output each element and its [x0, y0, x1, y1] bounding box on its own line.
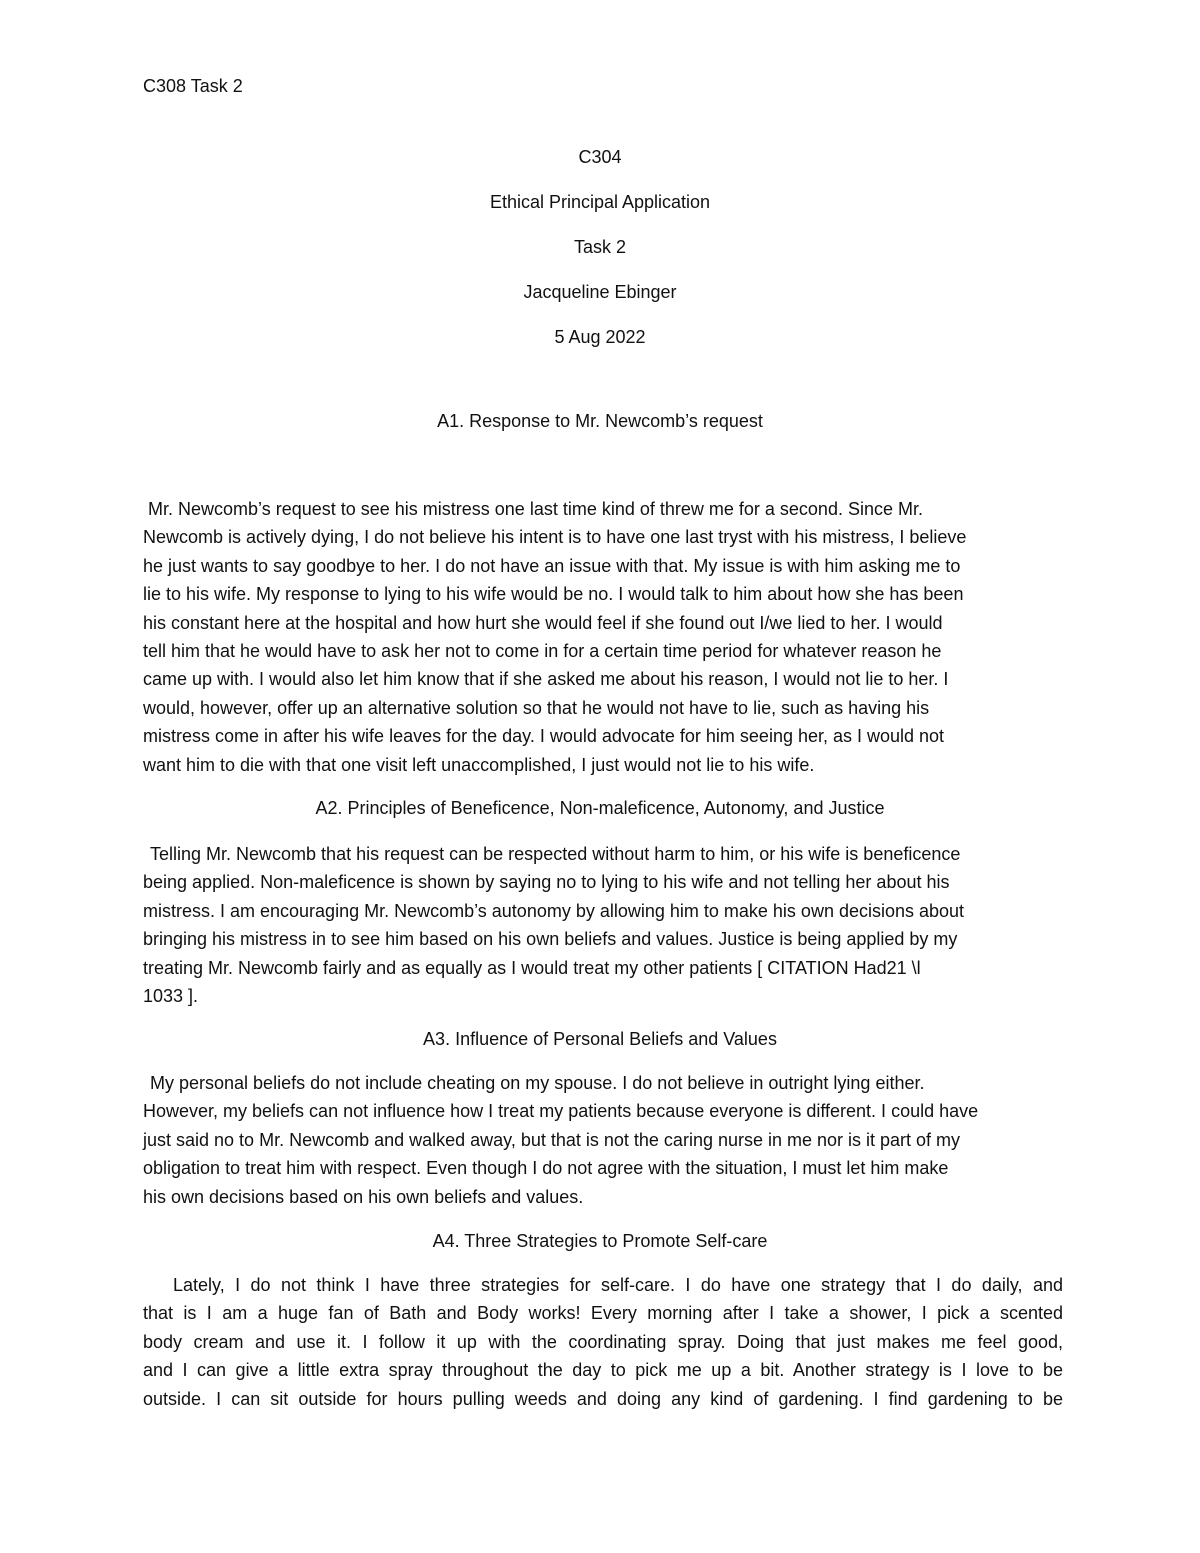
paragraph-a4 — [143, 1271, 1063, 1413]
paragraph-line: mistress. I am encouraging Mr. Newcomb’s autonomy by allowing him to make his own decisions about — [143, 900, 965, 921]
paragraph-line: obligation to treat him with respect. Even though I do not agree with the situation, I must let him make — [143, 1158, 949, 1179]
section-heading-a2: A2. Principles of Beneficence, Non-maleficence, Autonomy, and Justice — [315, 798, 885, 818]
section-heading-a4: A4. Three Strategies to Promote Self-care — [432, 1231, 768, 1251]
title-block — [0, 144, 1200, 369]
paragraph-line: My personal beliefs do not include cheating on my spouse. I do not believe in outright lying either. — [150, 1073, 925, 1093]
paragraph-line: he just wants to say goodbye to her. I do not have an issue with that. My issue is with him asking me to — [143, 555, 961, 576]
paragraph-line: and I can give a little extra spray throughout the day to pick me up a bit. Another strategy is I love to be — [143, 1360, 1063, 1381]
paragraph-line: lie to his wife. My response to lying to his wife would be no. I would talk to him about how she has been — [143, 584, 964, 605]
paragraph-line: came up with. I would also let him know that if she asked me about his reason, I would not lie to her. I — [143, 669, 949, 690]
paragraph-line: his constant here at the hospital and how hurt she would feel if she found out I/we lied to her. I would — [143, 612, 943, 633]
paragraph-line: Newcomb is actively dying, I do not believe his intent is to have one last tryst with his mistress, I believe — [143, 527, 967, 548]
paragraph-line: mistress come in after his wife leaves for the day. I would advocate for him seeing her, as I would not — [143, 726, 945, 747]
paragraph-line: tell him that he would have to ask her not to come in for a certain time period for whatever reason he — [143, 641, 942, 662]
paragraph-line: body cream and use it. I follow it up with the coordinating spray. Doing that just makes me feel good, — [143, 1331, 1063, 1352]
paragraph-a1 — [143, 495, 1063, 779]
paragraph-line: 1033 ]. — [143, 986, 199, 1007]
section-heading-a3: A3. Influence of Personal Beliefs and Values — [423, 1029, 777, 1049]
paragraph-line: would, however, offer up an alternative solution so that he would not have to lie, such as having his — [143, 697, 930, 718]
course-code: C304 — [578, 147, 622, 167]
paragraph-line: bringing his mistress in to see him based on his own beliefs and values. Justice is being applied by my — [143, 929, 958, 950]
paragraph-line: However, my beliefs can not influence how I treat my patients because everyone is different. I could have — [143, 1101, 979, 1122]
paragraph-line: just said no to Mr. Newcomb and walked away, but that is not the caring nurse in me nor is it part of my — [143, 1129, 961, 1150]
document-date: 5 Aug 2022 — [554, 327, 646, 347]
paragraph-a3 — [143, 1069, 1063, 1211]
task-label: Task 2 — [573, 237, 627, 257]
running-head: C308 Task 2 — [143, 76, 243, 96]
paragraph-line: his own decisions based on his own beliefs and values. — [143, 1186, 584, 1207]
paragraph-line: being applied. Non-maleficence is shown by saying no to lying to his wife and not telling her about his — [143, 872, 950, 893]
paragraph-line: Lately, I do not think I have three strategies for self-care. I do have one strategy that I do daily, and — [173, 1275, 1063, 1295]
paragraph-line: want him to die with that one visit left unaccomplished, I just would not lie to his wife. — [143, 754, 815, 775]
paragraph-a2 — [143, 840, 1063, 1010]
paragraph-line: that is I am a huge fan of Bath and Body works! Every morning after I take a shower, I pick a scented — [143, 1303, 1063, 1324]
paragraph-line: Mr. Newcomb’s request to see his mistress one last time kind of threw me for a second. Since Mr. — [148, 499, 923, 519]
section-heading-a1: A1. Response to Mr. Newcomb’s request — [437, 411, 763, 431]
paragraph-line: treating Mr. Newcomb fairly and as equally as I would treat my other patients [ CITATION Had21 \l — [143, 957, 921, 978]
paragraph-line: Telling Mr. Newcomb that his request can be respected without harm to him, or his wife is beneficence — [150, 844, 961, 864]
paragraph-line: outside. I can sit outside for hours pulling weeds and doing any kind of gardening. I find gardening to be — [143, 1388, 1063, 1409]
document-title: Ethical Principal Application — [489, 192, 711, 212]
author-name: Jacqueline Ebinger — [523, 282, 677, 302]
